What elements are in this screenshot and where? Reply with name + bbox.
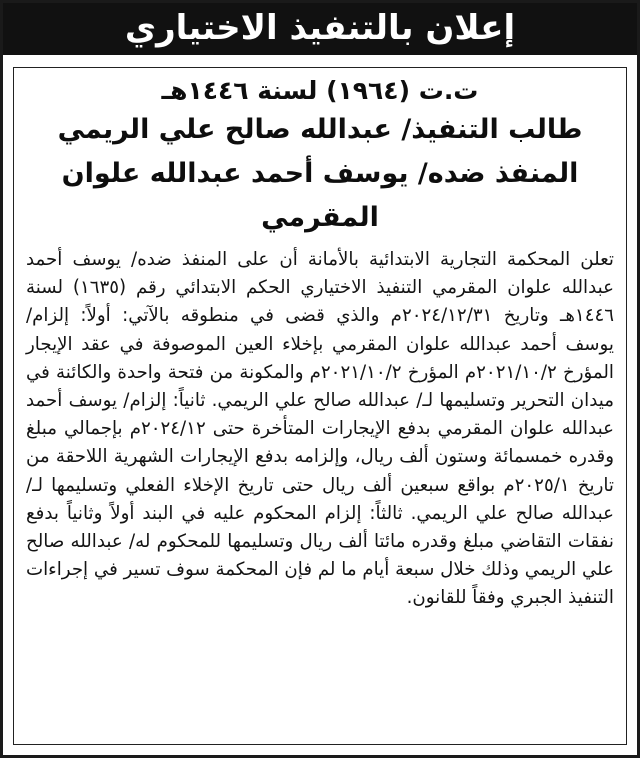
case-header [14,74,626,240]
notice-banner [3,3,637,53]
petitioner-line: طالب التنفيذ/ عبدالله صالح علي الريمي [57,114,583,145]
case-number: ت.ت (١٩٦٤) لسنة ١٤٤٦هـ [161,76,479,105]
notice-frame [3,53,637,755]
respondent-line: المنفذ ضده/ يوسف أحمد عبدالله علوان المقرمي [61,158,579,233]
notice-content-box [13,67,627,745]
notice-body-text: تعلن المحكمة التجارية الابتدائية بالأمانة أن على المنفذ ضده/ يوسف أحمد عبدالله علوان المقرمي التنفيذ الاختياري الحكم الابتدائي رقم (١٦٣٥) لسنة ١٤٤٦هـ وتاريخ ٢٠٢٤/١٢/٣١م والذي قضى في منطوقه بالآتي: أولاً: إلزام/ يوسف أحمد عبدالله علوان المقرمي بإخلاء العين الموصوفة في عقد الإيجار المؤرخ ٢٠٢١/١٠/٢م المؤرخ ٢٠٢١/١٠/٢م والمكونة من فتحة واحدة والكائنة في ميدان التحرير وتسليمها لـ/ عبدالله صالح علي الريمي. ثانياً: إلزام/ يوسف أحمد عبدالله علوان المقرمي بدفع الإيجارات المتأخرة حتى ٢٠٢٤/١٢م بإجمالي مبلغ وقدره خمسمائة وستون ألف ريال، وإلزامه بدفع الإيجارات الشهرية اللاحقة من تاريخ ٢٠٢٥/١م بواقع سبعين ألف ريال حتى تاريخ الإخلاء الفعلي وتسليمها لـ/ عبدالله صالح علي الريمي. ثالثاً: إلزام المحكوم عليه في البند أولاً وثانياً بدفع نفقات التقاضي مبلغ وقدره مائتا ألف ريال وتسليمها للمحكوم له/ عبدالله صالح علي الريمي وذلك خلال سبعة أيام ما لم فإن المحكمة سوف تسير في إجراءات التنفيذ الجبري وفقاً للقانون. [26,249,615,609]
notice-title: إعلان بالتنفيذ الاختياري [124,8,516,48]
